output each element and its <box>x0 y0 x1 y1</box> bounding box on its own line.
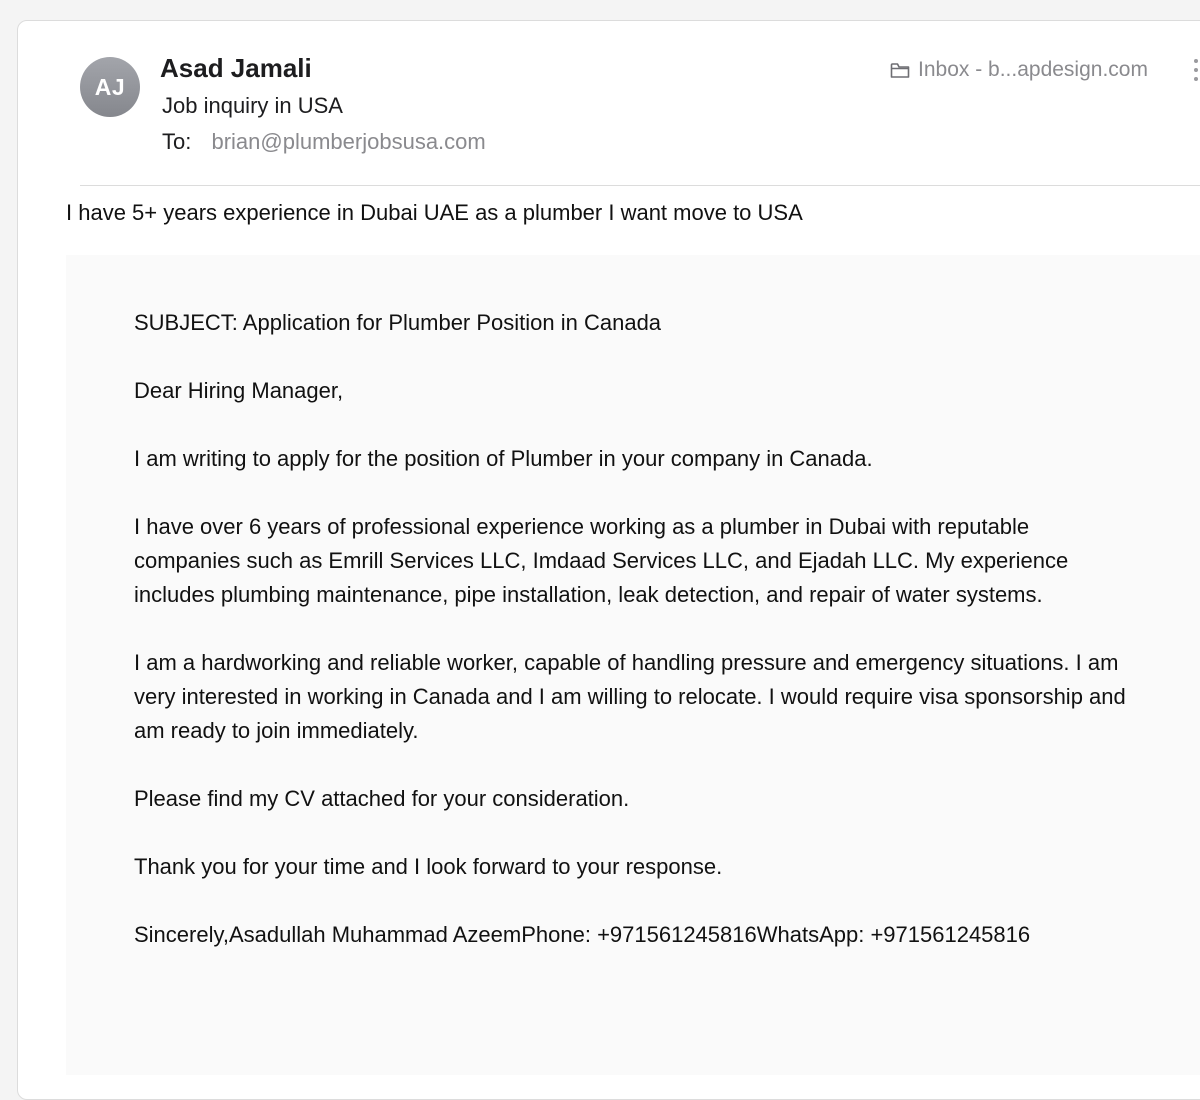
letter-paragraph-3: I am a hardworking and reliable worker, capable of handling pressure and emergency situations. I am very interested in working in Canada and I am willing to relocate. I would require visa sponsorship and am ready to join immediately. <box>134 650 1126 743</box>
recipient-address[interactable]: brian@plumberjobsusa.com <box>211 129 486 154</box>
letter-subject-line: SUBJECT: Application for Plumber Position in Canada <box>134 310 662 335</box>
folder-icon <box>890 62 910 79</box>
letter-paragraph-2: I have over 6 years of professional experience working as a plumber in Dubai with reputable companies such as Emrill Services LLC, Imdaad Services LLC, and Ejadah LLC. My experience includes plumbing maintenance, pipe installation, leak detection, and repair of water systems. <box>134 514 1069 607</box>
letter-signature: Sincerely,Asadullah Muhammad AzeemPhone: +971561245816WhatsApp: +971561245816 <box>134 922 1031 947</box>
email-subject: Job inquiry in USA <box>162 93 343 118</box>
letter-body <box>134 306 1134 986</box>
message-intro: I have 5+ years experience in Dubai UAE as a plumber I want move to USA <box>66 200 803 225</box>
to-label: To: <box>162 129 192 154</box>
avatar-initials: AJ <box>94 73 126 100</box>
sender-name[interactable]: Asad Jamali <box>160 53 312 83</box>
header-divider <box>80 185 1200 186</box>
recipient-row <box>162 129 486 155</box>
letter-paragraph-5: Thank you for your time and I look forward to your response. <box>134 854 723 879</box>
sender-avatar[interactable] <box>80 57 140 117</box>
letter-paragraph-4: Please find my CV attached for your consideration. <box>134 786 630 811</box>
letter-greeting: Dear Hiring Manager, <box>134 378 344 403</box>
mailbox-label: Inbox - b...apdesign.com <box>918 58 1148 81</box>
mailbox-location[interactable] <box>890 58 1148 82</box>
letter-paragraph-1: I am writing to apply for the position of Plumber in your company in Canada. <box>134 446 873 471</box>
more-options-icon[interactable] <box>1194 59 1198 81</box>
